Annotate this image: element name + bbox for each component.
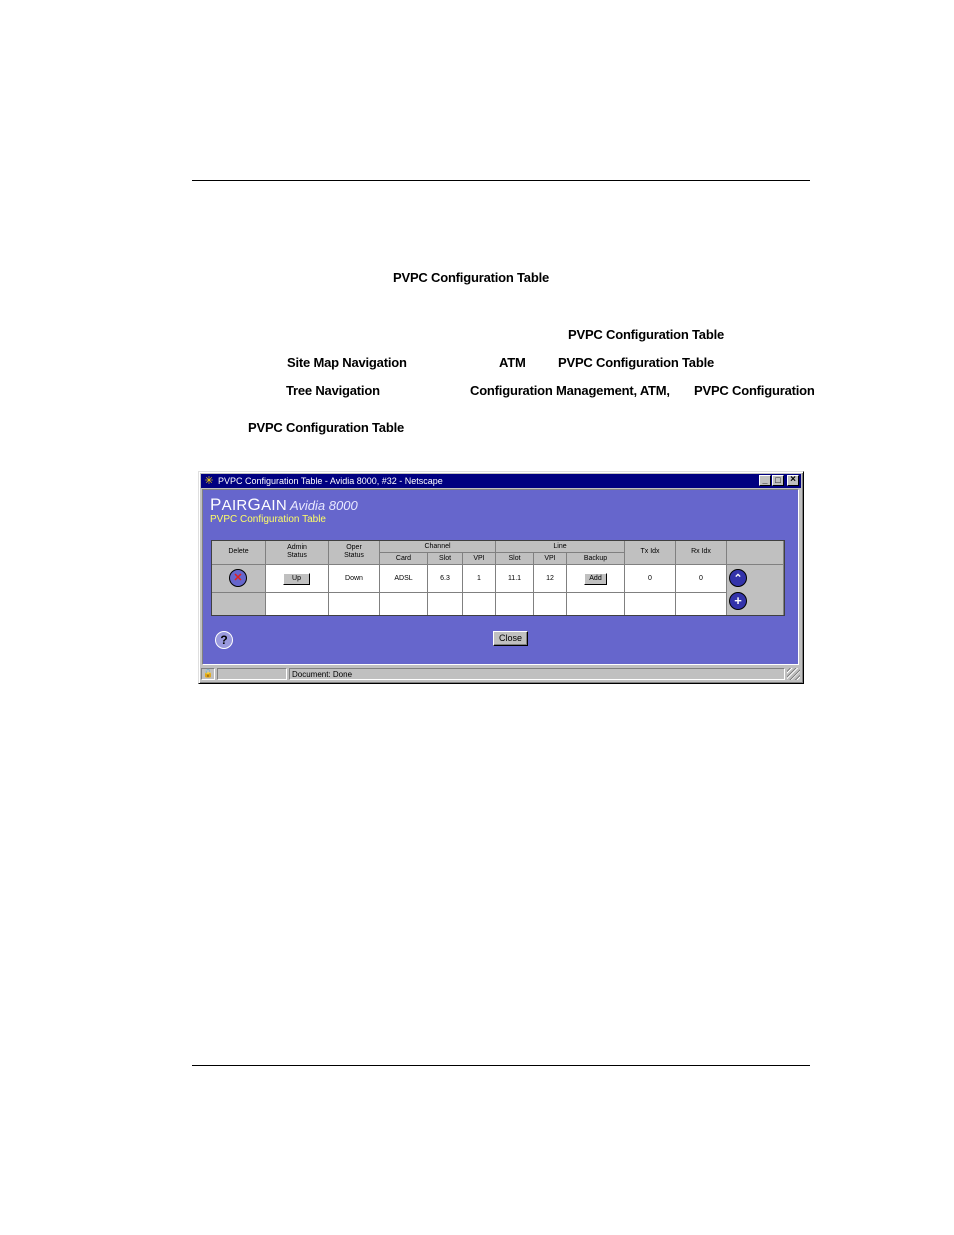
- header-channel-vpi: VPI: [463, 553, 496, 565]
- doc-text-tree-navigation: Tree Navigation: [286, 383, 380, 398]
- header-tx-idx: Tx Idx: [625, 541, 676, 565]
- row1-line-backup-cell: [567, 565, 625, 593]
- status-text: Document: Done: [292, 670, 353, 679]
- doc-text-atm: ATM: [499, 355, 526, 370]
- row1-tx-idx: 0: [625, 565, 676, 593]
- doc-text-line5: PVPC Configuration Table: [248, 420, 405, 435]
- header-actions: [727, 541, 784, 565]
- row1-line-vpi: 12: [534, 565, 567, 593]
- status-bar: [201, 667, 801, 681]
- product-name: Avidia 8000: [289, 498, 358, 513]
- title-bar[interactable]: [201, 474, 801, 488]
- resize-grip[interactable]: [787, 668, 800, 680]
- row1-rx-idx: 0: [676, 565, 727, 593]
- page-subtitle: PVPC Configuration Table: [210, 514, 326, 525]
- logo-letters-ain: AIN: [261, 497, 287, 514]
- doc-text-line2: PVPC Configuration Table: [568, 327, 725, 342]
- header-line: Line: [496, 541, 625, 553]
- row2-rx-idx-cell[interactable]: [676, 593, 727, 615]
- row2-channel-card-cell[interactable]: [380, 593, 428, 615]
- window-close-button[interactable]: ×: [787, 475, 799, 486]
- header-line-vpi: VPI: [534, 553, 567, 565]
- doc-text-line1: PVPC Configuration Table: [393, 270, 550, 285]
- doc-text-line3-table: PVPC Configuration Table: [558, 355, 715, 370]
- header-channel-slot: Slot: [428, 553, 463, 565]
- doc-text-config-mgmt: Configuration Management, ATM,: [470, 383, 670, 398]
- close-button[interactable]: Close: [493, 631, 528, 646]
- header-delete: Delete: [212, 541, 266, 565]
- row1-channel-card: ADSL: [380, 565, 428, 593]
- maximize-button[interactable]: □: [772, 475, 784, 486]
- header-channel-card: Card: [380, 553, 428, 565]
- row2-tx-idx-cell[interactable]: [625, 593, 676, 615]
- pvpc-table: [211, 540, 785, 616]
- header-line-backup: Backup: [567, 553, 625, 565]
- header-line-slot: Slot: [496, 553, 534, 565]
- row1-admin-status-cell: [266, 565, 329, 593]
- admin-status-up-button[interactable]: Up: [283, 573, 310, 585]
- top-rule: [192, 180, 810, 181]
- progress-bar: [217, 668, 287, 680]
- row2-admin-status-cell[interactable]: [266, 593, 329, 615]
- header-admin-line1: Admin: [287, 544, 307, 551]
- status-text-panel: [289, 668, 785, 680]
- row1-oper-status: Down: [329, 565, 380, 593]
- logo-letter-p: P: [210, 495, 222, 514]
- doc-text-site-map-navigation: Site Map Navigation: [287, 355, 407, 370]
- doc-text-pvpc-configuration: PVPC Configuration: [694, 383, 815, 398]
- logo-letters-air: AIR: [221, 497, 248, 514]
- row2-line-vpi-cell[interactable]: [534, 593, 567, 615]
- header-admin-line2: Status: [287, 552, 307, 559]
- header-oper-status: [329, 541, 380, 565]
- add-row-icon[interactable]: +: [729, 592, 747, 610]
- page-content: [202, 489, 799, 665]
- header-admin-status: [266, 541, 329, 565]
- header-oper-line2: Status: [344, 552, 364, 559]
- row1-line-slot: 11.1: [496, 565, 534, 593]
- delete-icon[interactable]: ✕: [229, 569, 247, 587]
- backup-add-button[interactable]: Add: [584, 573, 607, 585]
- row2-line-backup-cell[interactable]: [567, 593, 625, 615]
- help-icon[interactable]: ?: [215, 631, 233, 649]
- security-lock-icon[interactable]: 🔓: [201, 668, 215, 680]
- logo-letter-g: G: [247, 495, 262, 514]
- bottom-rule: [192, 1065, 810, 1066]
- row2-channel-slot-cell[interactable]: [428, 593, 463, 615]
- header-rx-idx: Rx Idx: [676, 541, 727, 565]
- row2-line-slot-cell[interactable]: [496, 593, 534, 615]
- row1-channel-slot: 6.3: [428, 565, 463, 593]
- row2-delete-cell: [212, 593, 266, 615]
- row2-channel-vpi-cell[interactable]: [463, 593, 496, 615]
- window-title: PVPC Configuration Table - Avidia 8000, #32 - Netscape: [218, 476, 443, 486]
- browser-window: [198, 471, 804, 684]
- header-oper-line1: Oper: [346, 544, 362, 551]
- pairgain-logo: [210, 495, 358, 515]
- row-actions-cell: [727, 565, 784, 615]
- move-up-icon[interactable]: ⌃: [729, 569, 747, 587]
- row1-delete-cell: [212, 565, 266, 593]
- minimize-button[interactable]: _: [759, 475, 771, 486]
- row1-channel-vpi: 1: [463, 565, 496, 593]
- netscape-icon: ✳: [204, 475, 214, 487]
- row2-oper-status-cell[interactable]: [329, 593, 380, 615]
- header-channel: Channel: [380, 541, 496, 553]
